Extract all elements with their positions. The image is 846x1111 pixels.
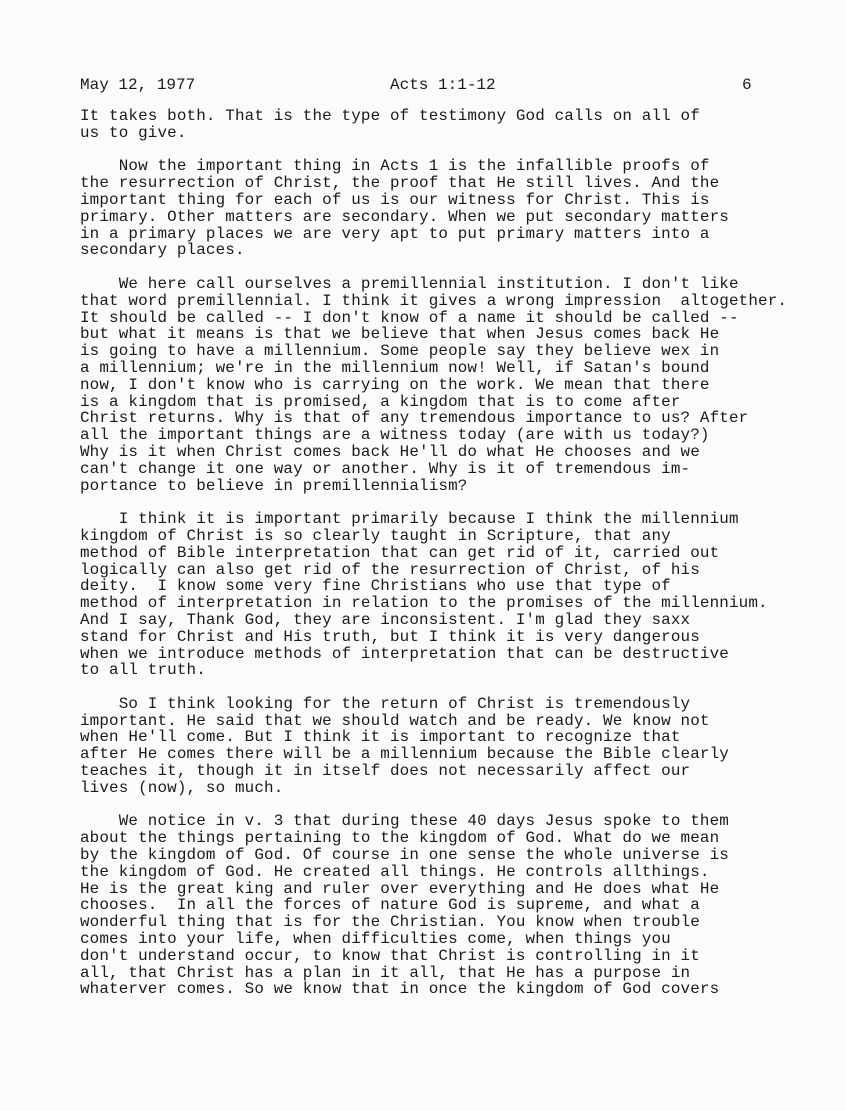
text-line: method of Bible interpretation that can get rid of it, carried out [80, 543, 720, 562]
text-line: Christ returns. Why is that of any tremendous importance to us? After [80, 409, 749, 428]
text-line: And I say, Thank God, they are inconsistent. I'm glad they saxx [80, 610, 691, 629]
text-line: don't understand occur, to know that Christ is controlling in it [80, 946, 700, 965]
text-line: in a primary places we are very apt to put primary matters into a [80, 224, 710, 243]
text-line: all the important things are a witness today (are with us today?) [80, 426, 710, 445]
text-line: chooses. In all the forces of nature God is supreme, and what a [80, 896, 700, 915]
text-line: He is the great king and ruler over everything and He does what He [80, 879, 720, 898]
paragraph [80, 511, 840, 679]
text-line: I think it is important primarily because I think the millennium [80, 510, 739, 529]
text-line: after He comes there will be a millennium because the Bible clearly [80, 745, 729, 764]
text-line: We notice in v. 3 that during these 40 days Jesus spoke to them [80, 812, 729, 831]
text-line: comes into your life, when difficulties come, when things you [80, 930, 671, 949]
text-line: Why is it when Christ comes back He'll do what He chooses and we [80, 442, 700, 461]
text-line: portance to believe in premillennialism? [80, 476, 468, 495]
text-line: the kingdom of God. He created all things. He controls allthings. [80, 862, 710, 881]
text-line: is a kingdom that is promised, a kingdom that is to come after [80, 392, 681, 411]
text-line: deity. I know some very fine Christians who use that type of [80, 577, 671, 596]
text-line: kingdom of Christ is so clearly taught in Scripture, that any [80, 526, 671, 545]
text-line: a millennium; we're in the millennium now! Well, if Satan's bound [80, 358, 710, 377]
text-line: but what it means is that we believe that when Jesus comes back He [80, 325, 720, 344]
text-line: teaches it, though it in itself does not necessarily affect our [80, 762, 691, 781]
paragraph [80, 696, 840, 797]
text-line: It should be called -- I don't know of a name it should be called -- [80, 308, 739, 327]
text-line: lives (now), so much. [80, 778, 284, 797]
paragraph [80, 158, 840, 259]
text-line: important. He said that we should watch and be ready. We know not [80, 711, 710, 730]
text-line: wonderful thing that is for the Christian. You know when trouble [80, 913, 700, 932]
text-line: by the kingdom of God. Of course in one sense the whole universe is [80, 846, 729, 865]
text-line: whaterver comes. So we know that in once the kingdom of God covers [80, 980, 720, 999]
text-line: method of interpretation in relation to the promises of the millennium. [80, 594, 768, 613]
text-line: now, I don't know who is carrying on the work. We mean that there [80, 375, 710, 394]
text-line: stand for Christ and His truth, but I think it is very dangerous [80, 627, 700, 646]
text-line: when we introduce methods of interpretation that can be destructive [80, 644, 729, 663]
paragraph [80, 813, 840, 998]
text-line: Now the important thing in Acts 1 is the infallible proofs of [80, 157, 710, 176]
header-scripture-reference: Acts 1:1-12 [390, 76, 496, 94]
text-line: primary. Other matters are secondary. When we put secondary matters [80, 207, 729, 226]
text-line: to all truth. [80, 661, 206, 680]
text-line: can't change it one way or another. Why is it of tremendous im- [80, 459, 691, 478]
text-line: important thing for each of us is our witness for Christ. This is [80, 190, 710, 209]
text-line: the resurrection of Christ, the proof that He still lives. And the [80, 174, 720, 193]
header-date: May 12, 1977 [80, 76, 196, 94]
text-line: We here call ourselves a premillennial institution. I don't like [80, 274, 739, 293]
text-line: when He'll come. But I think it is important to recognize that [80, 728, 681, 747]
page-header [80, 74, 760, 96]
text-line: us to give. [80, 123, 187, 142]
text-line: logically can also get rid of the resurrection of Christ, of his [80, 560, 700, 579]
paragraph [80, 108, 840, 142]
text-line: is going to have a millennium. Some people say they believe wex in [80, 342, 720, 361]
page-number: 6 [742, 76, 752, 94]
text-line: about the things pertaining to the kingdom of God. What do we mean [80, 829, 720, 848]
document-body [80, 108, 840, 1015]
text-line: secondary places. [80, 241, 245, 260]
paragraph [80, 276, 840, 494]
text-line: that word premillennial. I think it gives a wrong impression altogether. [80, 291, 788, 310]
text-line: all, that Christ has a plan in it all, that He has a purpose in [80, 963, 691, 982]
text-line: It takes both. That is the type of testimony God calls on all of [80, 107, 700, 125]
text-line: So I think looking for the return of Christ is tremendously [80, 694, 691, 713]
